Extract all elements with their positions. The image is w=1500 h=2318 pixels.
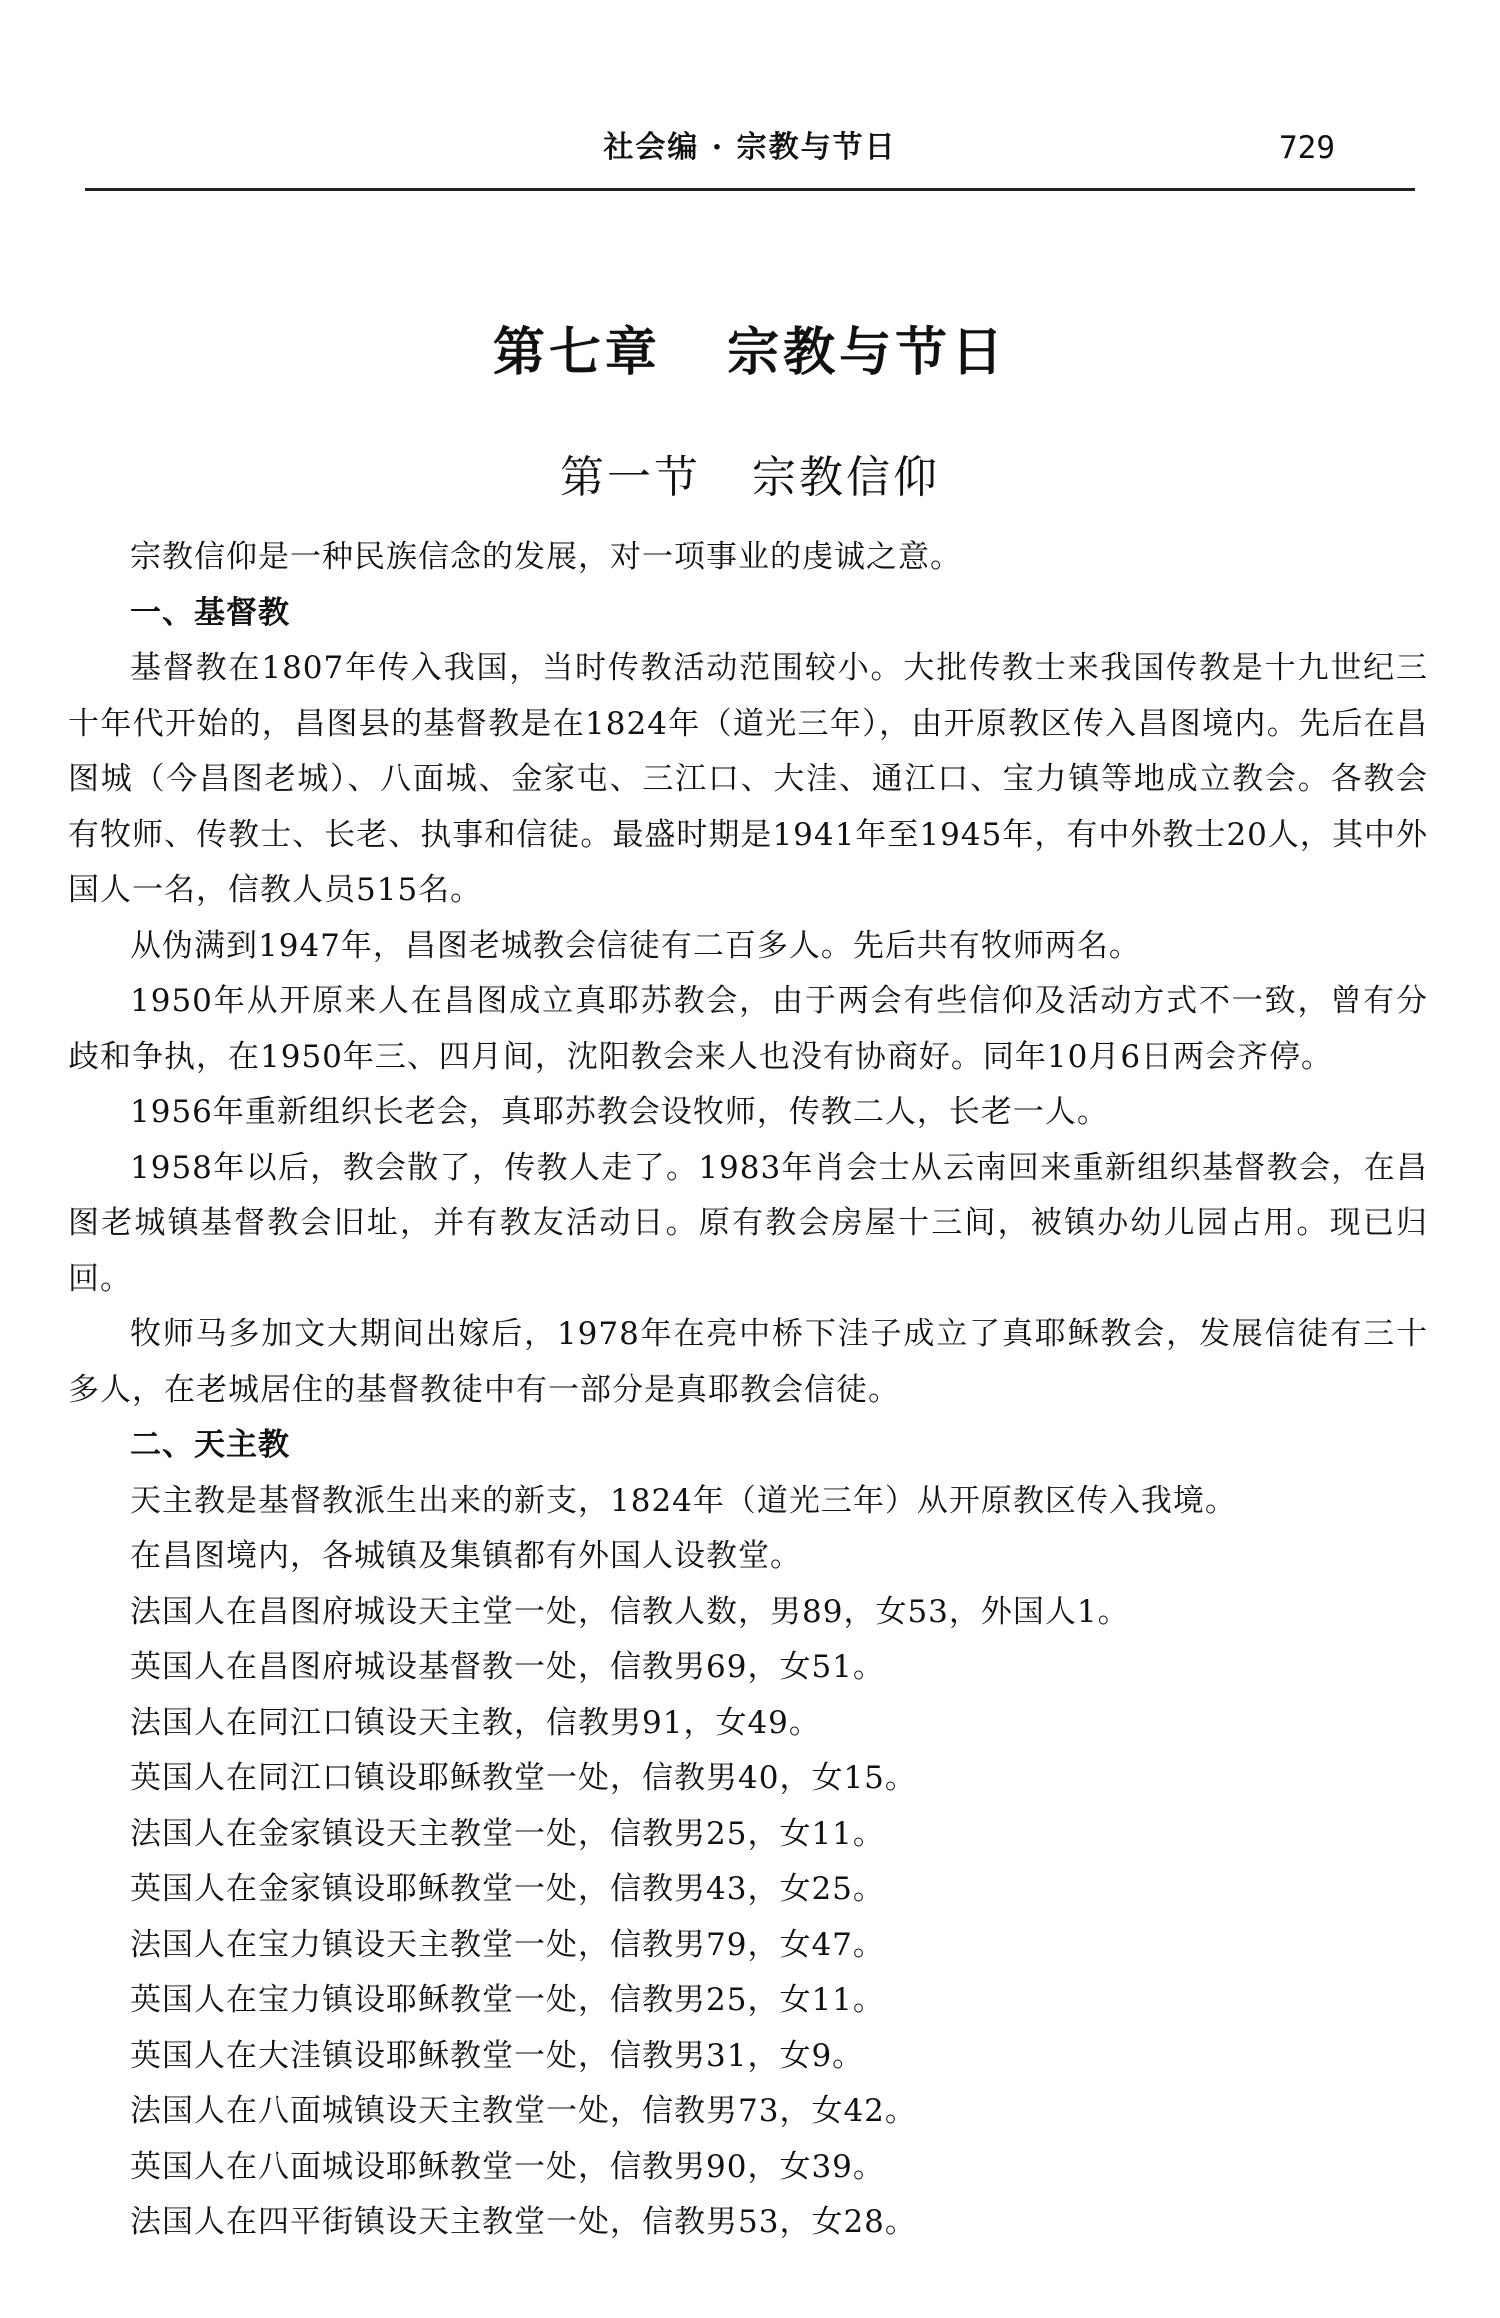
list-item: 法国人在昌图府城设天主堂一处，信教人数，男89，女53，外国人1。 xyxy=(130,1593,1130,1630)
list-item: 英国人在同江口镇设耶稣教堂一处，信教男40，女15。 xyxy=(130,1760,917,1796)
subheading-protestantism: 一、基督教 xyxy=(130,594,290,631)
paragraph: 在昌图境内，各城镇及集镇都有外国人设教堂。 xyxy=(130,1538,802,1574)
subheading-catholicism: 二、天主教 xyxy=(130,1427,290,1463)
list-item: 法国人在同江口镇设天主教，信教男91，女49。 xyxy=(130,1704,821,1741)
body-text xyxy=(68,530,1428,2251)
paragraph: 1958年以后，教会散了，传教人走了。1983年肖会士从云南回来重新组织基督教会，在昌图老城镇基督教会旧址，并有教友活动日。原有教会房屋十三间，被镇办幼儿园占用。现已归回。 xyxy=(68,1149,1428,1297)
paragraph: 宗教信仰是一种民族信念的发展，对一项事业的虔诚之意。 xyxy=(130,539,962,575)
list-item: 法国人在四平街镇设天主教堂一处，信教男53，女28。 xyxy=(130,2204,917,2240)
list-item: 法国人在金家镇设天主教堂一处，信教男25，女11。 xyxy=(130,1815,885,1852)
page-number: 729 xyxy=(1279,130,1335,166)
page-header xyxy=(85,128,1415,191)
paragraph: 1956年重新组织长老会，真耶苏教会设牧师，传教二人，长老一人。 xyxy=(130,1094,1109,1130)
paragraph: 1950年从开原来人在昌图成立真耶苏教会，由于两会有些信仰及活动方式不一致，曾有分歧和争执，在1950年三、四月间，沈阳教会来人也没有协商好。同年10月6日两会齐停。 xyxy=(68,983,1428,1075)
section-title: 第一节 宗教信仰 xyxy=(560,452,940,503)
list-item: 英国人在昌图府城设基督教一处，信教男69，女51。 xyxy=(130,1649,885,1685)
chapter-title: 第七章 宗教与节日 xyxy=(492,322,1008,383)
list-item: 英国人在八面城设耶稣教堂一处，信教男90，女39。 xyxy=(130,2148,885,2185)
list-item: 英国人在金家镇设耶稣教堂一处，信教男43，女25。 xyxy=(130,1871,885,1907)
paragraph: 天主教是基督教派生出来的新支，1824年（道光三年）从开原教区传入我境。 xyxy=(130,1482,1237,1519)
paragraph: 基督教在1807年传入我国，当时传教活动范围较小。大批传教士来我国传教是十九世纪三十年代开始的，昌图县的基督教是在1824年（道光三年），由开原教区传入昌图境内。先后在昌图城（今昌图老城）、八面城、金家屯、三江口、大洼、通江口、宝力镇等地成立教会。各教会有牧师、传教士、长老、执事和信徒。最盛时期是1941年至1945年，有中外教士20人，其中外国人一名，信教人员515名。 xyxy=(68,650,1428,908)
list-item: 英国人在宝力镇设耶稣教堂一处，信教男25，女11。 xyxy=(130,1982,885,2018)
list-item: 法国人在宝力镇设天主教堂一处，信教男79，女47。 xyxy=(130,1926,885,1963)
paragraph: 从伪满到1947年，昌图老城教会信徒有二百多人。先后共有牧师两名。 xyxy=(130,927,1141,964)
list-item: 法国人在八面城镇设天主教堂一处，信教男73，女42。 xyxy=(130,2093,917,2129)
paragraph: 牧师马多加文大期间出嫁后，1978年在亮中桥下洼子成立了真耶稣教会，发展信徒有三十多人，在老城居住的基督教徒中有一部分是真耶教会信徒。 xyxy=(68,1316,1428,1408)
running-head: 社会编 · 宗教与节日 xyxy=(603,130,897,165)
list-item: 英国人在大洼镇设耶稣教堂一处，信教男31，女9。 xyxy=(130,2037,865,2074)
